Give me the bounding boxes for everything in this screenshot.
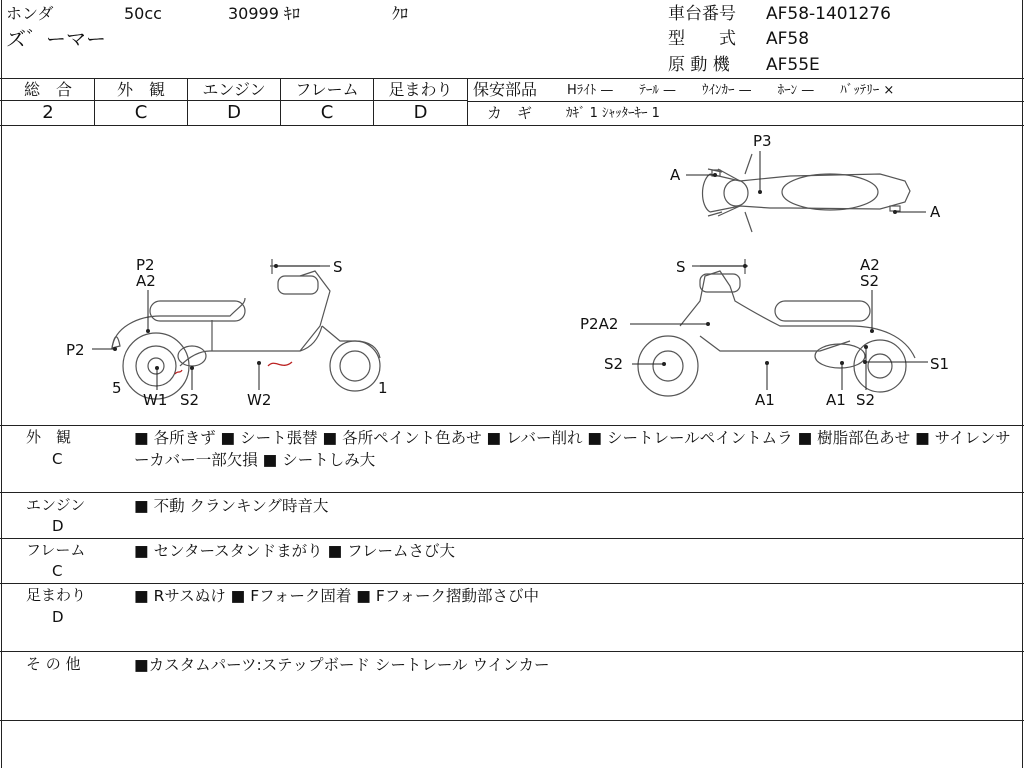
label-a-top-left: A (670, 166, 681, 184)
engine-label: 原 動 機 (668, 55, 730, 75)
label-p2a2: P2A2 (580, 315, 619, 333)
damage-diagram (0, 126, 1024, 426)
label-p3: P3 (753, 132, 772, 150)
grade-label: 外 観 (116, 80, 165, 99)
type-value: AF58 (766, 29, 810, 49)
frame-no-label: 車台番号 (668, 4, 736, 24)
section-label: エンジン (26, 496, 86, 514)
grade-value: D (413, 102, 428, 123)
section-text: ■ センタースタンドまがり ■ フレームさび大 (134, 542, 456, 560)
section-grade: D (52, 517, 64, 535)
grade-value: 2 (42, 102, 54, 123)
safety-items: Hﾗｲﾄ — ﾃｰﾙ — ｳｲﾝｶｰ — ﾎｰﾝ — ﾊﾞｯﾃﾘｰ × (567, 83, 895, 98)
grade-label: エンジン (202, 80, 266, 99)
frame-no: AF58-1401276 (766, 4, 891, 24)
grade-value: C (134, 102, 148, 123)
label-s2-right-top: S2 (860, 272, 880, 290)
key-label: カ ギ (487, 104, 533, 122)
section-label: 足まわり (26, 586, 87, 604)
section-label: そ の 他 (26, 655, 81, 673)
section-divider (0, 492, 1024, 493)
label-a-top-right: A (930, 203, 941, 221)
label-a1-b: A1 (826, 391, 846, 409)
section-divider (0, 583, 1024, 584)
section-text: ■ 不動 クランキング時音大 (134, 497, 329, 515)
section-divider (0, 720, 1024, 721)
grade-col-divider (467, 78, 468, 125)
safety-title: 保安部品 (473, 80, 538, 99)
scooter-top-view (703, 154, 911, 232)
section-label: 外 観 (26, 428, 72, 446)
section-divider (0, 425, 1024, 426)
label-s2-left: S2 (180, 391, 200, 409)
key-value: ｶｷﾞ 1 ｼｬｯﾀｰｷｰ 1 (566, 106, 660, 121)
grade-label: 総 合 (23, 80, 72, 99)
type-label: 型 式 (668, 29, 736, 49)
grade-row-divider (0, 100, 467, 101)
label-a1-a: A1 (755, 391, 775, 409)
label-s2-right-left: S2 (604, 355, 624, 373)
grade-table-top (0, 78, 1024, 79)
displacement: 50cc (124, 4, 162, 23)
section-grade: C (52, 450, 63, 468)
mileage: 30999 ｷﾛ (228, 4, 300, 23)
grade-value: D (227, 102, 241, 123)
section-grade: C (52, 562, 63, 580)
safety-row-divider (467, 101, 1024, 102)
maker: ホンダ (6, 4, 54, 23)
section-divider (0, 538, 1024, 539)
grade-label: 足まわり (388, 80, 453, 99)
label-p2-side: P2 (66, 341, 85, 359)
section-text: ■ Rサスぬけ ■ Fフォーク固着 ■ Fフォーク摺動部さび中 (134, 587, 540, 605)
grade-value: C (320, 102, 334, 123)
grade-label: フレーム (295, 80, 359, 99)
label-s1: S1 (930, 355, 950, 373)
label-s2-right-bottom: S2 (856, 391, 876, 409)
label-w1: W1 (143, 391, 168, 409)
label-s-left: S (333, 258, 343, 276)
label-5: 5 (112, 379, 122, 397)
model-name: ズ゛ーマー (6, 27, 106, 51)
section-label: フレーム (26, 541, 86, 559)
engine-value: AF55E (766, 55, 820, 75)
label-a2-right: A2 (860, 256, 880, 274)
label-w2: W2 (247, 391, 272, 409)
section-divider (0, 651, 1024, 652)
color: ｸﾛ (392, 4, 409, 23)
section-text: ■カスタムパーツ:ステップボード シートレール ウインカー (134, 656, 550, 674)
label-s-right: S (676, 258, 686, 276)
label-p2-top: P2 (136, 256, 155, 274)
label-1: 1 (378, 379, 388, 397)
section-grade: D (52, 608, 64, 626)
section-text: ■ 各所きず ■ シート張替 ■ 各所ペイント色あせ ■ レバー削れ ■ シートレールペイントムラ ■ 樹脂部色あせ ■ サイレンサーカバー一部欠損 ■ シートしみ大 (134, 429, 1011, 469)
label-a2-left: A2 (136, 272, 156, 290)
